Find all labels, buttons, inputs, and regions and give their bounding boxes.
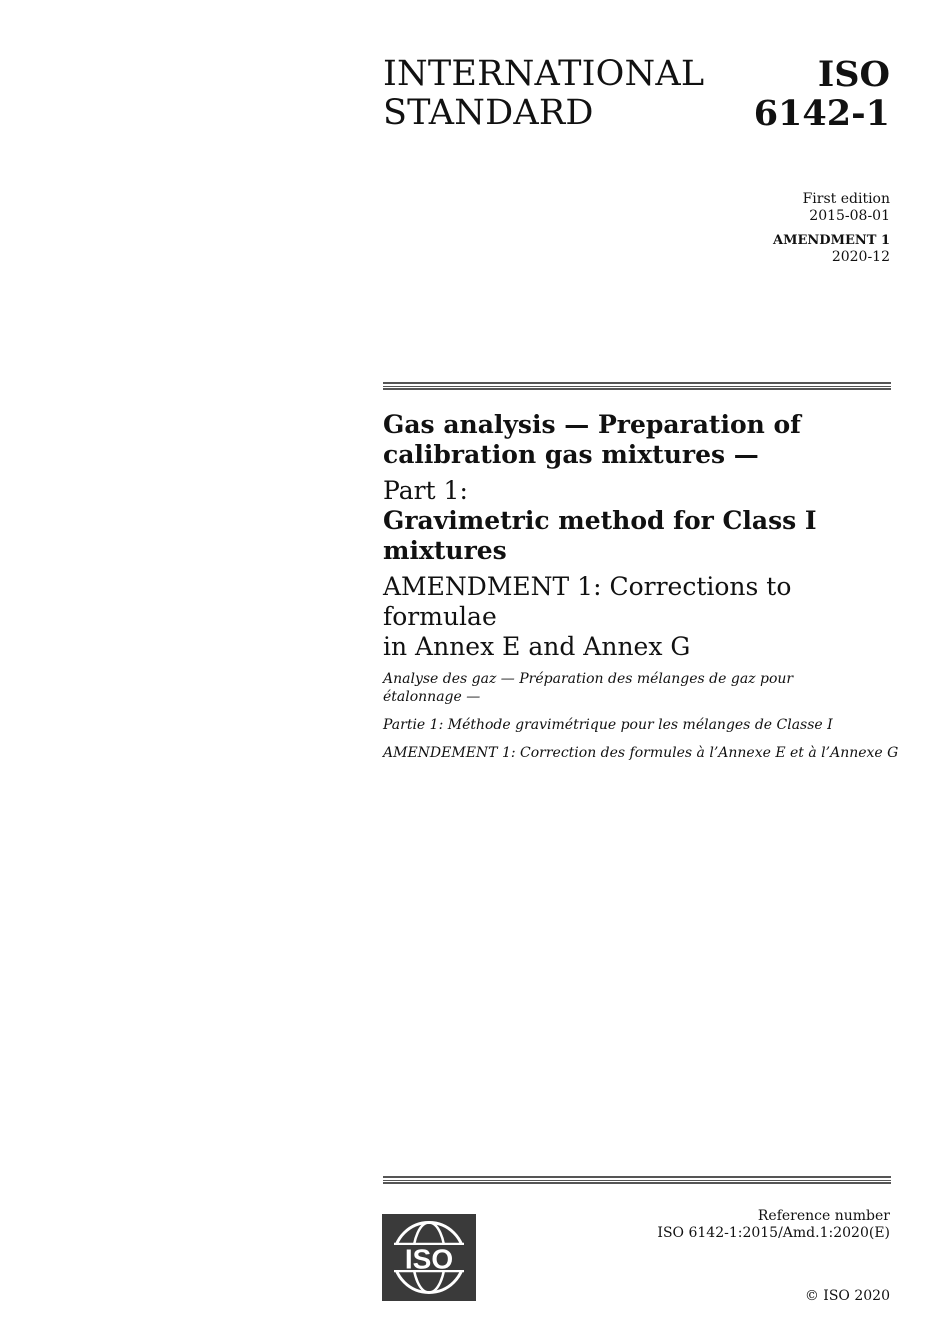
copyright: © ISO 2020 <box>804 1288 890 1304</box>
document-type <box>383 55 704 133</box>
part-title-line1: Gravimetric method for Class I <box>383 506 817 535</box>
amendment-title-line1: AMENDMENT 1: Corrections to formulae <box>383 572 792 631</box>
french-title-line2: étalonnage — <box>383 689 481 705</box>
reference-label: Reference number <box>757 1208 890 1224</box>
amendment-label: AMENDMENT 1 <box>773 233 890 248</box>
part-title-line2: mixtures <box>383 536 507 565</box>
french-title <box>383 670 903 706</box>
iso-logo-graphic <box>382 1214 476 1301</box>
standard-number-line2: 6142-1 <box>753 93 890 134</box>
part-title <box>383 506 903 566</box>
amendment-info <box>773 232 890 266</box>
part-number: Part 1: <box>383 476 468 505</box>
title-block <box>383 410 903 662</box>
footer-rule <box>383 1176 891 1186</box>
iso-logo-icon <box>382 1214 476 1301</box>
edition-date: 2015-08-01 <box>809 208 890 224</box>
french-title-line1: Analyse des gaz — Préparation des mélanges de gaz pour <box>383 671 794 687</box>
edition-text: First edition <box>802 191 890 207</box>
reference-info <box>657 1208 890 1242</box>
document-type-line1: INTERNATIONAL <box>383 54 705 94</box>
amendment-date: 2020-12 <box>831 249 890 265</box>
main-title-line2: calibration gas mixtures — <box>383 440 759 469</box>
french-part-title: Partie 1: Méthode gravimétrique pour les mélanges de Classe I <box>383 717 833 733</box>
amendment-title <box>383 572 903 662</box>
french-amendment-title: AMENDEMENT 1: Correction des formules à l’Annexe E et à l’Annexe G <box>383 745 899 761</box>
standard-number <box>754 55 890 133</box>
main-title <box>383 410 903 470</box>
amendment-title-line2: in Annex E and Annex G <box>383 632 691 661</box>
edition-info <box>803 191 890 225</box>
reference-number: ISO 6142-1:2015/Amd.1:2020(E) <box>657 1225 890 1241</box>
iso-logo-text: ISO <box>404 1243 454 1275</box>
document-type-line2: STANDARD <box>383 93 594 133</box>
main-title-line1: Gas analysis — Preparation of <box>383 410 801 439</box>
title-rule <box>383 382 891 392</box>
standard-number-line1: ISO <box>817 54 890 95</box>
french-title-block <box>383 670 903 772</box>
